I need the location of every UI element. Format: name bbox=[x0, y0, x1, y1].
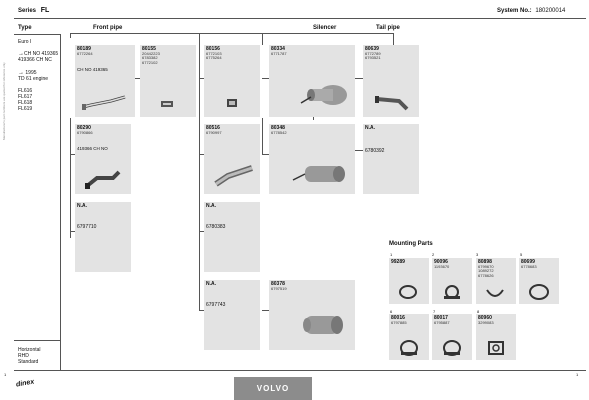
flex-pipe-drawing bbox=[212, 162, 258, 190]
part-cell-80639[interactable] bbox=[363, 45, 419, 117]
orientation-line: Horizontal bbox=[18, 347, 41, 353]
chassis-ref: 419366 CH NO bbox=[77, 146, 108, 151]
part-number: 80290 bbox=[77, 125, 91, 131]
dinex-logo: dinex bbox=[15, 378, 35, 389]
part-number: 99289 bbox=[391, 259, 405, 265]
connector bbox=[393, 33, 394, 45]
mounting-part-80960[interactable] bbox=[476, 314, 516, 360]
connector bbox=[262, 154, 269, 155]
part-cell-na-6797710[interactable] bbox=[75, 202, 131, 272]
disclaimer-side-text: Manufacturer's part numbers are quoted for reference only bbox=[2, 62, 6, 140]
hanger-drawing bbox=[484, 286, 506, 302]
part-number: 80334 bbox=[271, 46, 285, 52]
type-rule bbox=[14, 34, 60, 35]
connector bbox=[70, 33, 393, 34]
oem-number: 3299083 bbox=[478, 320, 494, 325]
connector bbox=[199, 33, 200, 288]
oem-number: 6795887 bbox=[434, 320, 450, 325]
mounting-index: 5 bbox=[520, 252, 523, 257]
oem-number: 6797885 bbox=[391, 320, 407, 325]
series-label: Series FL bbox=[18, 7, 50, 14]
connector bbox=[355, 150, 363, 151]
connector bbox=[262, 78, 269, 79]
silencer-drawing bbox=[291, 158, 351, 188]
mounting-index: 3 bbox=[476, 252, 479, 257]
type-bottom-rule bbox=[14, 340, 60, 341]
clamp-drawing bbox=[158, 99, 178, 109]
oem-numbers: 20442223 6783382 6772102 bbox=[142, 51, 160, 65]
column-front-pipe: Front pipe bbox=[93, 25, 123, 31]
column-silencer: Silencer bbox=[313, 25, 337, 31]
page-number-left: 1 bbox=[4, 372, 7, 377]
mounting-index: 7 bbox=[433, 309, 436, 314]
mounting-part-80898[interactable] bbox=[476, 258, 516, 304]
mounting-part-90096[interactable] bbox=[432, 258, 472, 304]
mounting-index: 2 bbox=[432, 252, 435, 257]
type-divider bbox=[60, 34, 61, 370]
drive-side-line: RHD bbox=[18, 353, 29, 359]
oem-numbers: 6772103 6775264 bbox=[206, 51, 222, 61]
oem-numbers: 6772789 6793521 bbox=[365, 51, 381, 61]
series-value: FL bbox=[40, 7, 50, 14]
model-fl617: FL617 bbox=[18, 94, 33, 100]
oem-number: 6778542 bbox=[271, 130, 287, 135]
part-cell-na-6780383[interactable] bbox=[204, 202, 260, 272]
chassis-line-2: 419366 CH NC bbox=[18, 57, 52, 63]
system-number: System No.: 180200014 bbox=[497, 8, 566, 14]
oem-number: 6797519 bbox=[271, 286, 287, 291]
connector bbox=[355, 78, 363, 79]
part-number: 80189 bbox=[77, 46, 91, 52]
part-number: 80378 bbox=[271, 281, 285, 287]
mounting-parts-title: Mounting Parts bbox=[389, 241, 433, 247]
oem-number: 6772264 bbox=[77, 51, 93, 56]
chassis-ref: CH NO 419365 bbox=[77, 67, 108, 72]
mounting-part-80017[interactable] bbox=[432, 314, 472, 360]
tail-pipe-drawing bbox=[373, 91, 413, 113]
part-cell-80348[interactable] bbox=[269, 124, 355, 194]
part-cell-80334[interactable] bbox=[269, 45, 355, 117]
year-line: → 1995 bbox=[18, 70, 37, 76]
standard-line: Standard bbox=[18, 359, 39, 365]
part-number: 80016 bbox=[391, 315, 405, 321]
connector bbox=[70, 118, 71, 238]
part-cell-80516[interactable] bbox=[204, 124, 260, 194]
part-number: 80156 bbox=[206, 46, 220, 52]
part-cell-80189[interactable] bbox=[75, 45, 135, 117]
column-tail-pipe: Tail pipe bbox=[376, 25, 400, 31]
connector bbox=[262, 118, 263, 154]
mounting-index: 8 bbox=[477, 309, 480, 314]
part-cell-80156[interactable] bbox=[204, 45, 260, 117]
footer-rule bbox=[14, 370, 586, 371]
engine-line: TD 61 engine bbox=[18, 76, 49, 82]
silencer-drawing bbox=[297, 310, 347, 340]
part-number: N.A. bbox=[206, 203, 216, 209]
column-type: Type bbox=[18, 25, 32, 31]
part-cell-80290[interactable] bbox=[75, 124, 131, 194]
model-fl616: FL616 bbox=[18, 88, 33, 94]
part-number: 80516 bbox=[206, 125, 220, 131]
u-clamp-drawing bbox=[397, 338, 421, 358]
part-number: N.A. bbox=[206, 281, 216, 287]
oem-number: 6780383 bbox=[206, 224, 226, 230]
front-pipe-drawing bbox=[81, 93, 129, 113]
gasket-drawing bbox=[224, 97, 242, 109]
flange-drawing bbox=[486, 340, 506, 356]
oem-number: 1193670 bbox=[434, 264, 450, 269]
ring-clamp-drawing bbox=[527, 282, 551, 302]
mounting-part-99289[interactable] bbox=[389, 258, 429, 304]
mounting-index: 6 bbox=[390, 309, 393, 314]
model-fl618: FL618 bbox=[18, 100, 33, 106]
oem-number: 6797710 bbox=[77, 224, 97, 230]
oem-number: 6790866 bbox=[77, 130, 93, 135]
brand-badge: VOLVO bbox=[234, 377, 312, 400]
connector bbox=[262, 310, 269, 311]
euro-class: Euro I bbox=[18, 39, 32, 45]
part-number: 80960 bbox=[478, 315, 492, 321]
part-number: 80348 bbox=[271, 125, 285, 131]
oem-number: 6780392 bbox=[365, 148, 385, 154]
part-cell-80378[interactable] bbox=[269, 280, 355, 350]
part-cell-na-6780392[interactable] bbox=[363, 124, 419, 194]
mounting-part-80699[interactable] bbox=[519, 258, 559, 304]
oem-number: 6771787 bbox=[271, 51, 287, 56]
oem-numbers: 6799670 1089272 6778626 bbox=[478, 264, 494, 278]
part-cell-na-6797743[interactable] bbox=[204, 280, 260, 350]
page-number-right: 1 bbox=[576, 372, 579, 377]
connector bbox=[262, 33, 263, 45]
u-clamp-drawing bbox=[440, 338, 464, 358]
clamp-drawing bbox=[440, 284, 464, 300]
part-number: N.A. bbox=[77, 203, 87, 209]
front-pipe-drawing bbox=[83, 168, 123, 190]
header-rule bbox=[14, 18, 586, 19]
silencer-drawing bbox=[299, 81, 351, 109]
part-number: 80699 bbox=[521, 259, 535, 265]
part-number: 90096 bbox=[434, 259, 448, 265]
mounting-part-80016[interactable] bbox=[389, 314, 429, 360]
oem-number: 6797743 bbox=[206, 302, 226, 308]
bracket-drawing bbox=[397, 284, 419, 300]
part-number: 80898 bbox=[478, 259, 492, 265]
mounting-index: 1 bbox=[390, 252, 393, 257]
part-cell-80155[interactable] bbox=[140, 45, 196, 117]
part-number: 80639 bbox=[365, 46, 379, 52]
connector bbox=[199, 288, 200, 310]
oem-number: 6790997 bbox=[206, 130, 222, 135]
oem-number: 6778683 bbox=[521, 264, 537, 269]
part-number: N.A. bbox=[365, 125, 375, 131]
model-fl619: FL619 bbox=[18, 106, 33, 112]
chassis-line-1: →CH NO 419365 bbox=[18, 51, 59, 57]
part-number: 80017 bbox=[434, 315, 448, 321]
part-number: 80155 bbox=[142, 46, 156, 52]
